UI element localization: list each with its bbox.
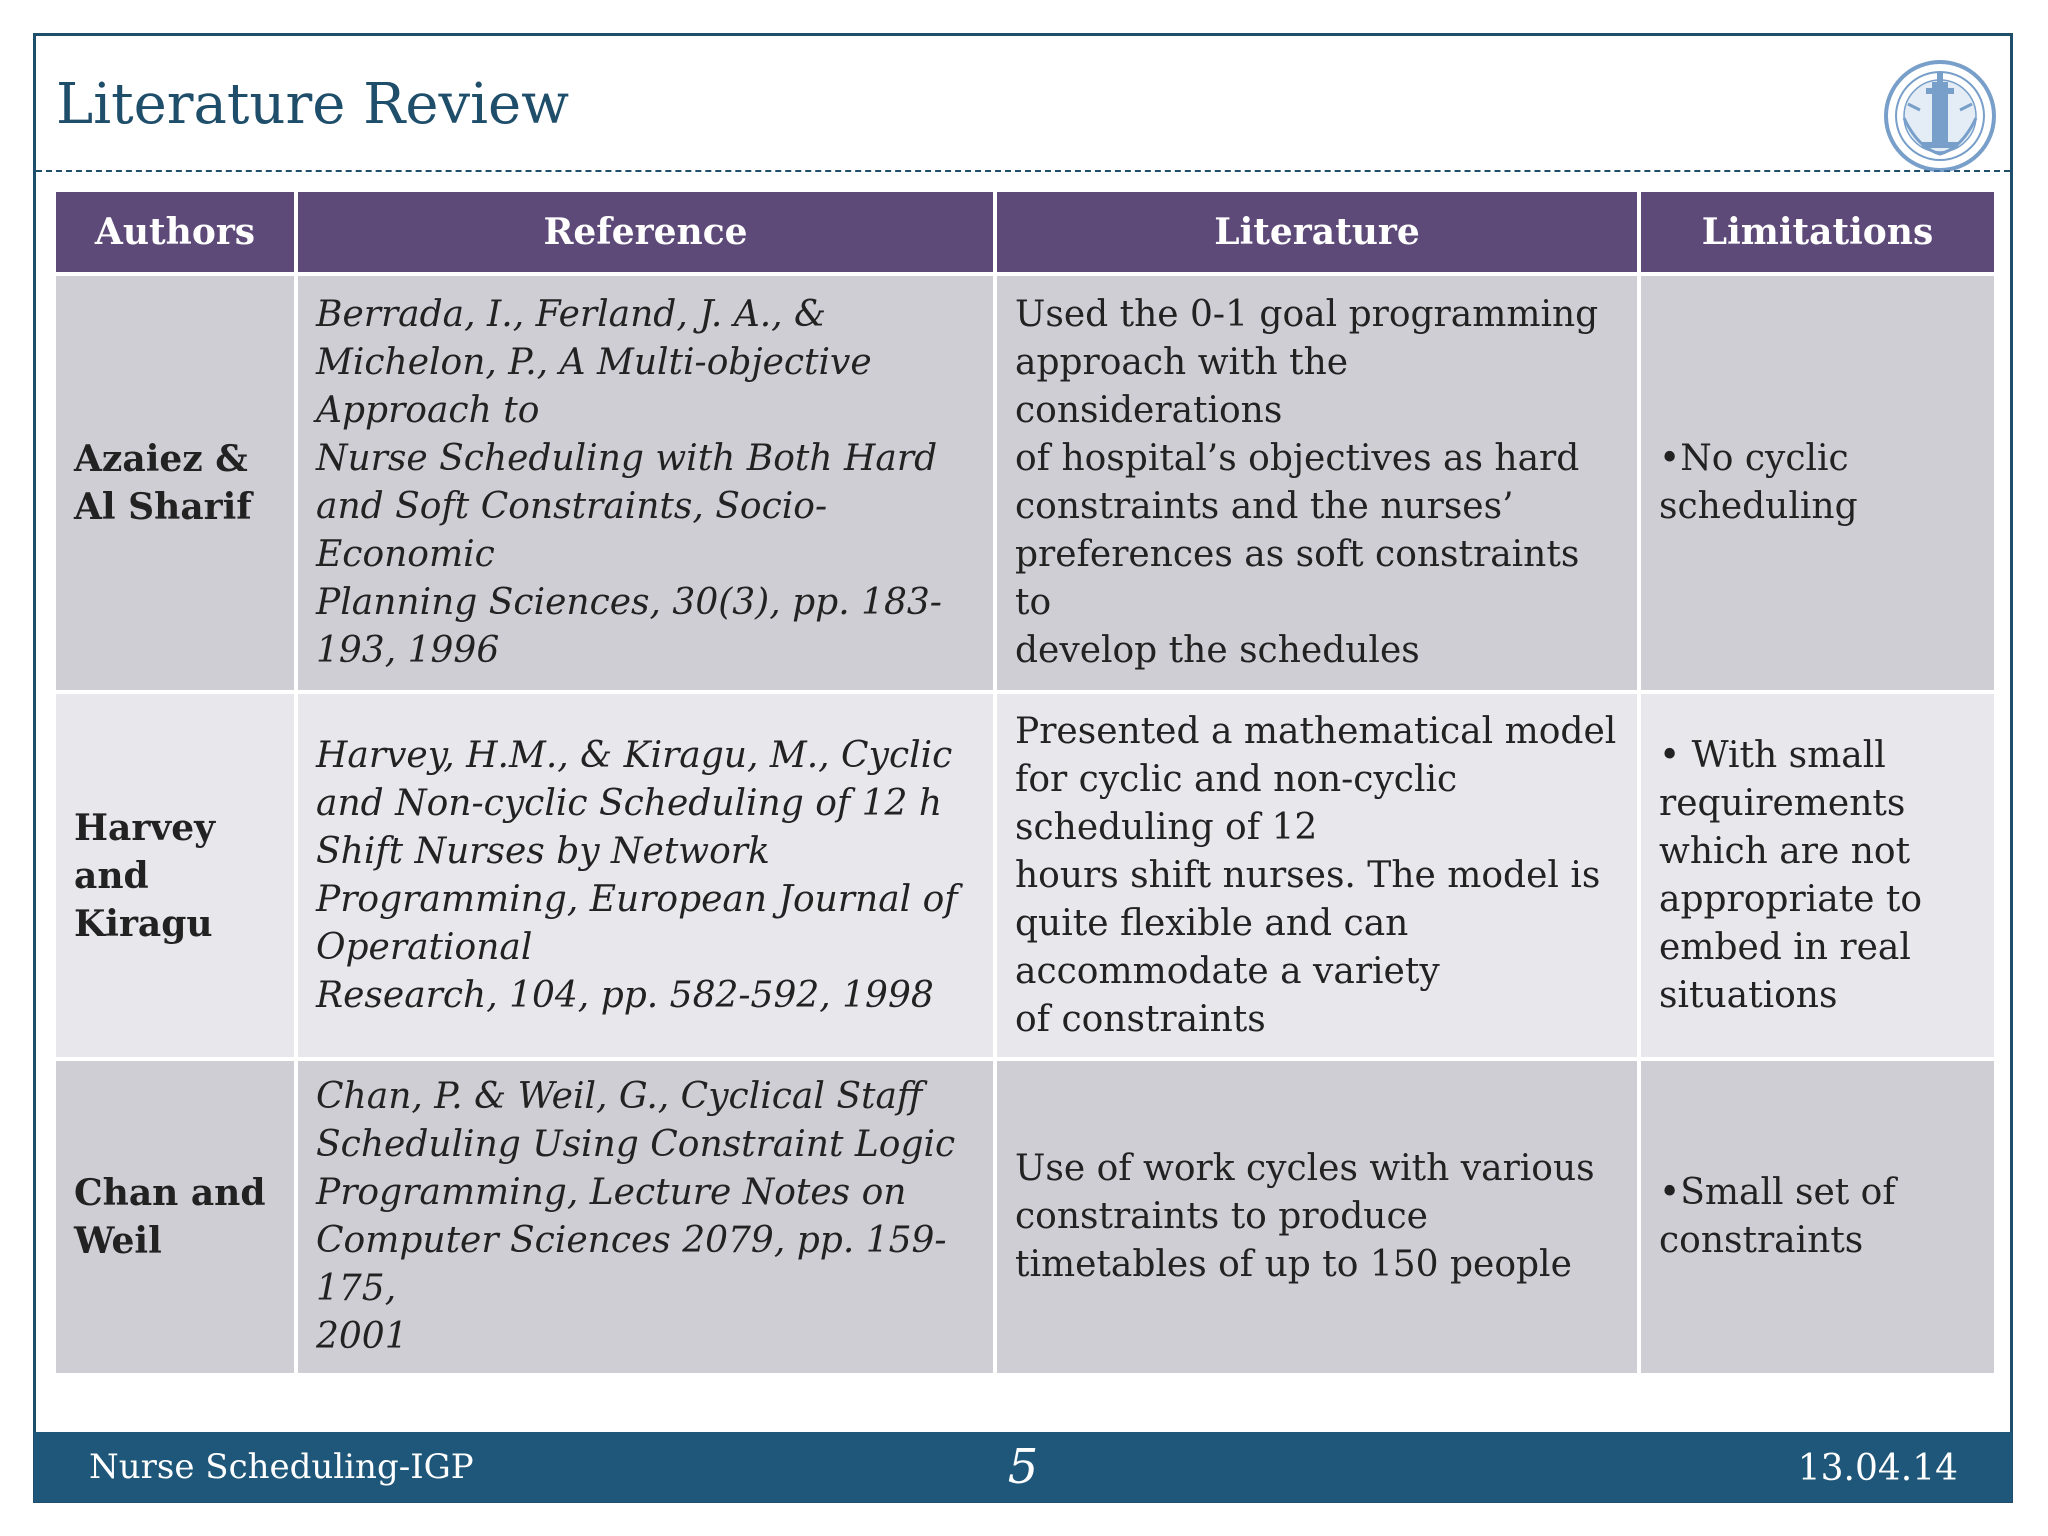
- reference-line: Shift Nurses by Network: [316, 830, 770, 872]
- literature-line: timetables of up to 150 people: [1015, 1244, 1572, 1285]
- authors-line: Chan and: [74, 1172, 266, 1214]
- limitations-line: constraints: [1659, 1220, 1864, 1261]
- university-seal-icon: [1882, 58, 1998, 174]
- reference-line: Programming, European Journal of: [316, 878, 958, 920]
- reference-line: and Soft Constraints, Socio-: [316, 486, 828, 527]
- literature-line: hours shift nurses. The model is: [1015, 854, 1601, 896]
- limitations-line: • With small: [1659, 734, 1886, 776]
- limitations-line: which are not: [1659, 830, 1911, 872]
- literature-line: constraints to produce: [1015, 1196, 1428, 1237]
- literature-line: Use of work cycles with various: [1015, 1148, 1595, 1189]
- reference-line: Berrada, I., Ferland, J. A., &: [316, 294, 827, 335]
- literature-cell: [997, 694, 1637, 1057]
- footer-course-title: Nurse Scheduling-IGP: [89, 1447, 474, 1487]
- authors-line: and: [74, 854, 149, 897]
- reference-line: 175,: [316, 1268, 397, 1309]
- literature-line: accommodate a variety: [1015, 950, 1440, 992]
- reference-line: Scheduling Using Constraint Logic: [316, 1124, 956, 1165]
- reference-line: Economic: [316, 534, 495, 575]
- reference-cell: [298, 694, 993, 1057]
- literature-line: preferences as soft constraints to: [1015, 534, 1580, 623]
- limitations-line: embed in real: [1659, 926, 1911, 968]
- header-authors: Authors: [56, 192, 294, 272]
- limitations-line: situations: [1659, 974, 1838, 1016]
- limitations-line: requirements: [1659, 782, 1906, 824]
- reference-line: Nurse Scheduling with Both Hard: [316, 438, 938, 479]
- reference-line: Chan, P. & Weil, G., Cyclical Staff: [316, 1076, 923, 1117]
- limitations-cell: [1641, 694, 1994, 1057]
- title-divider: [36, 170, 2010, 172]
- literature-line: of hospital’s objectives as hard: [1015, 438, 1580, 479]
- literature-line: Presented a mathematical model: [1015, 710, 1617, 752]
- reference-line: Harvey, H.M., & Kiragu, M., Cyclic: [316, 734, 953, 776]
- reference-line: 193, 1996: [316, 630, 500, 671]
- authors-cell: [56, 694, 294, 1057]
- reference-line: Approach to: [316, 390, 540, 431]
- reference-line: and Non-cyclic Scheduling of 12 h: [316, 782, 943, 824]
- reference-line: Research, 104, pp. 582-592, 1998: [316, 974, 934, 1016]
- page-number: 5: [1007, 1439, 1039, 1495]
- authors-line: Al Sharif: [74, 486, 252, 528]
- literature-line: of constraints: [1015, 998, 1266, 1040]
- reference-line: Computer Sciences 2079, pp. 159-: [316, 1220, 947, 1261]
- header-reference: Reference: [298, 192, 993, 272]
- limitations-cell: [1641, 1061, 1994, 1373]
- literature-line: approach with the considerations: [1015, 342, 1349, 431]
- reference-line: 2001: [316, 1316, 408, 1357]
- reference-line: Planning Sciences, 30(3), pp. 183-: [316, 582, 942, 623]
- slide-footer: [34, 1432, 2012, 1502]
- literature-cell: [997, 276, 1637, 690]
- reference-cell: [298, 1061, 993, 1373]
- literature-line: Used the 0-1 goal programming: [1015, 294, 1599, 335]
- authors-line: Kiragu: [74, 902, 213, 945]
- reference-line: Operational: [316, 926, 533, 968]
- limitations-cell: [1641, 276, 1994, 690]
- reference-cell: [298, 276, 993, 690]
- literature-cell: [997, 1061, 1637, 1373]
- authors-cell: [56, 276, 294, 690]
- footer-date: 13.04.14: [1797, 1448, 1958, 1489]
- limitations-line: appropriate to: [1659, 878, 1923, 920]
- reference-line: Programming, Lecture Notes on: [316, 1172, 907, 1213]
- slide-title: Literature Review: [56, 72, 570, 137]
- literature-line: scheduling of 12: [1015, 806, 1318, 848]
- authors-cell: [56, 1061, 294, 1373]
- table-row: [56, 694, 1994, 1057]
- literature-line: constraints and the nurses’: [1015, 486, 1514, 527]
- literature-table: [52, 188, 1998, 1377]
- table-row: [56, 276, 1994, 690]
- limitations-line: •No cyclic: [1659, 438, 1849, 479]
- authors-line: Weil: [74, 1220, 162, 1262]
- header-literature: Literature: [997, 192, 1637, 272]
- literature-line: quite flexible and can: [1015, 902, 1409, 944]
- table-header-row: [56, 192, 1994, 272]
- reference-line: Michelon, P., A Multi-objective: [316, 342, 872, 383]
- table-row: [56, 1061, 1994, 1373]
- authors-line: Azaiez &: [74, 438, 248, 480]
- literature-line: for cyclic and non-cyclic: [1015, 758, 1458, 800]
- limitations-line: •Small set of: [1659, 1172, 1896, 1213]
- literature-line: develop the schedules: [1015, 630, 1420, 671]
- authors-line: Harvey: [74, 806, 216, 849]
- limitations-line: scheduling: [1659, 486, 1858, 527]
- header-limitations: Limitations: [1641, 192, 1994, 272]
